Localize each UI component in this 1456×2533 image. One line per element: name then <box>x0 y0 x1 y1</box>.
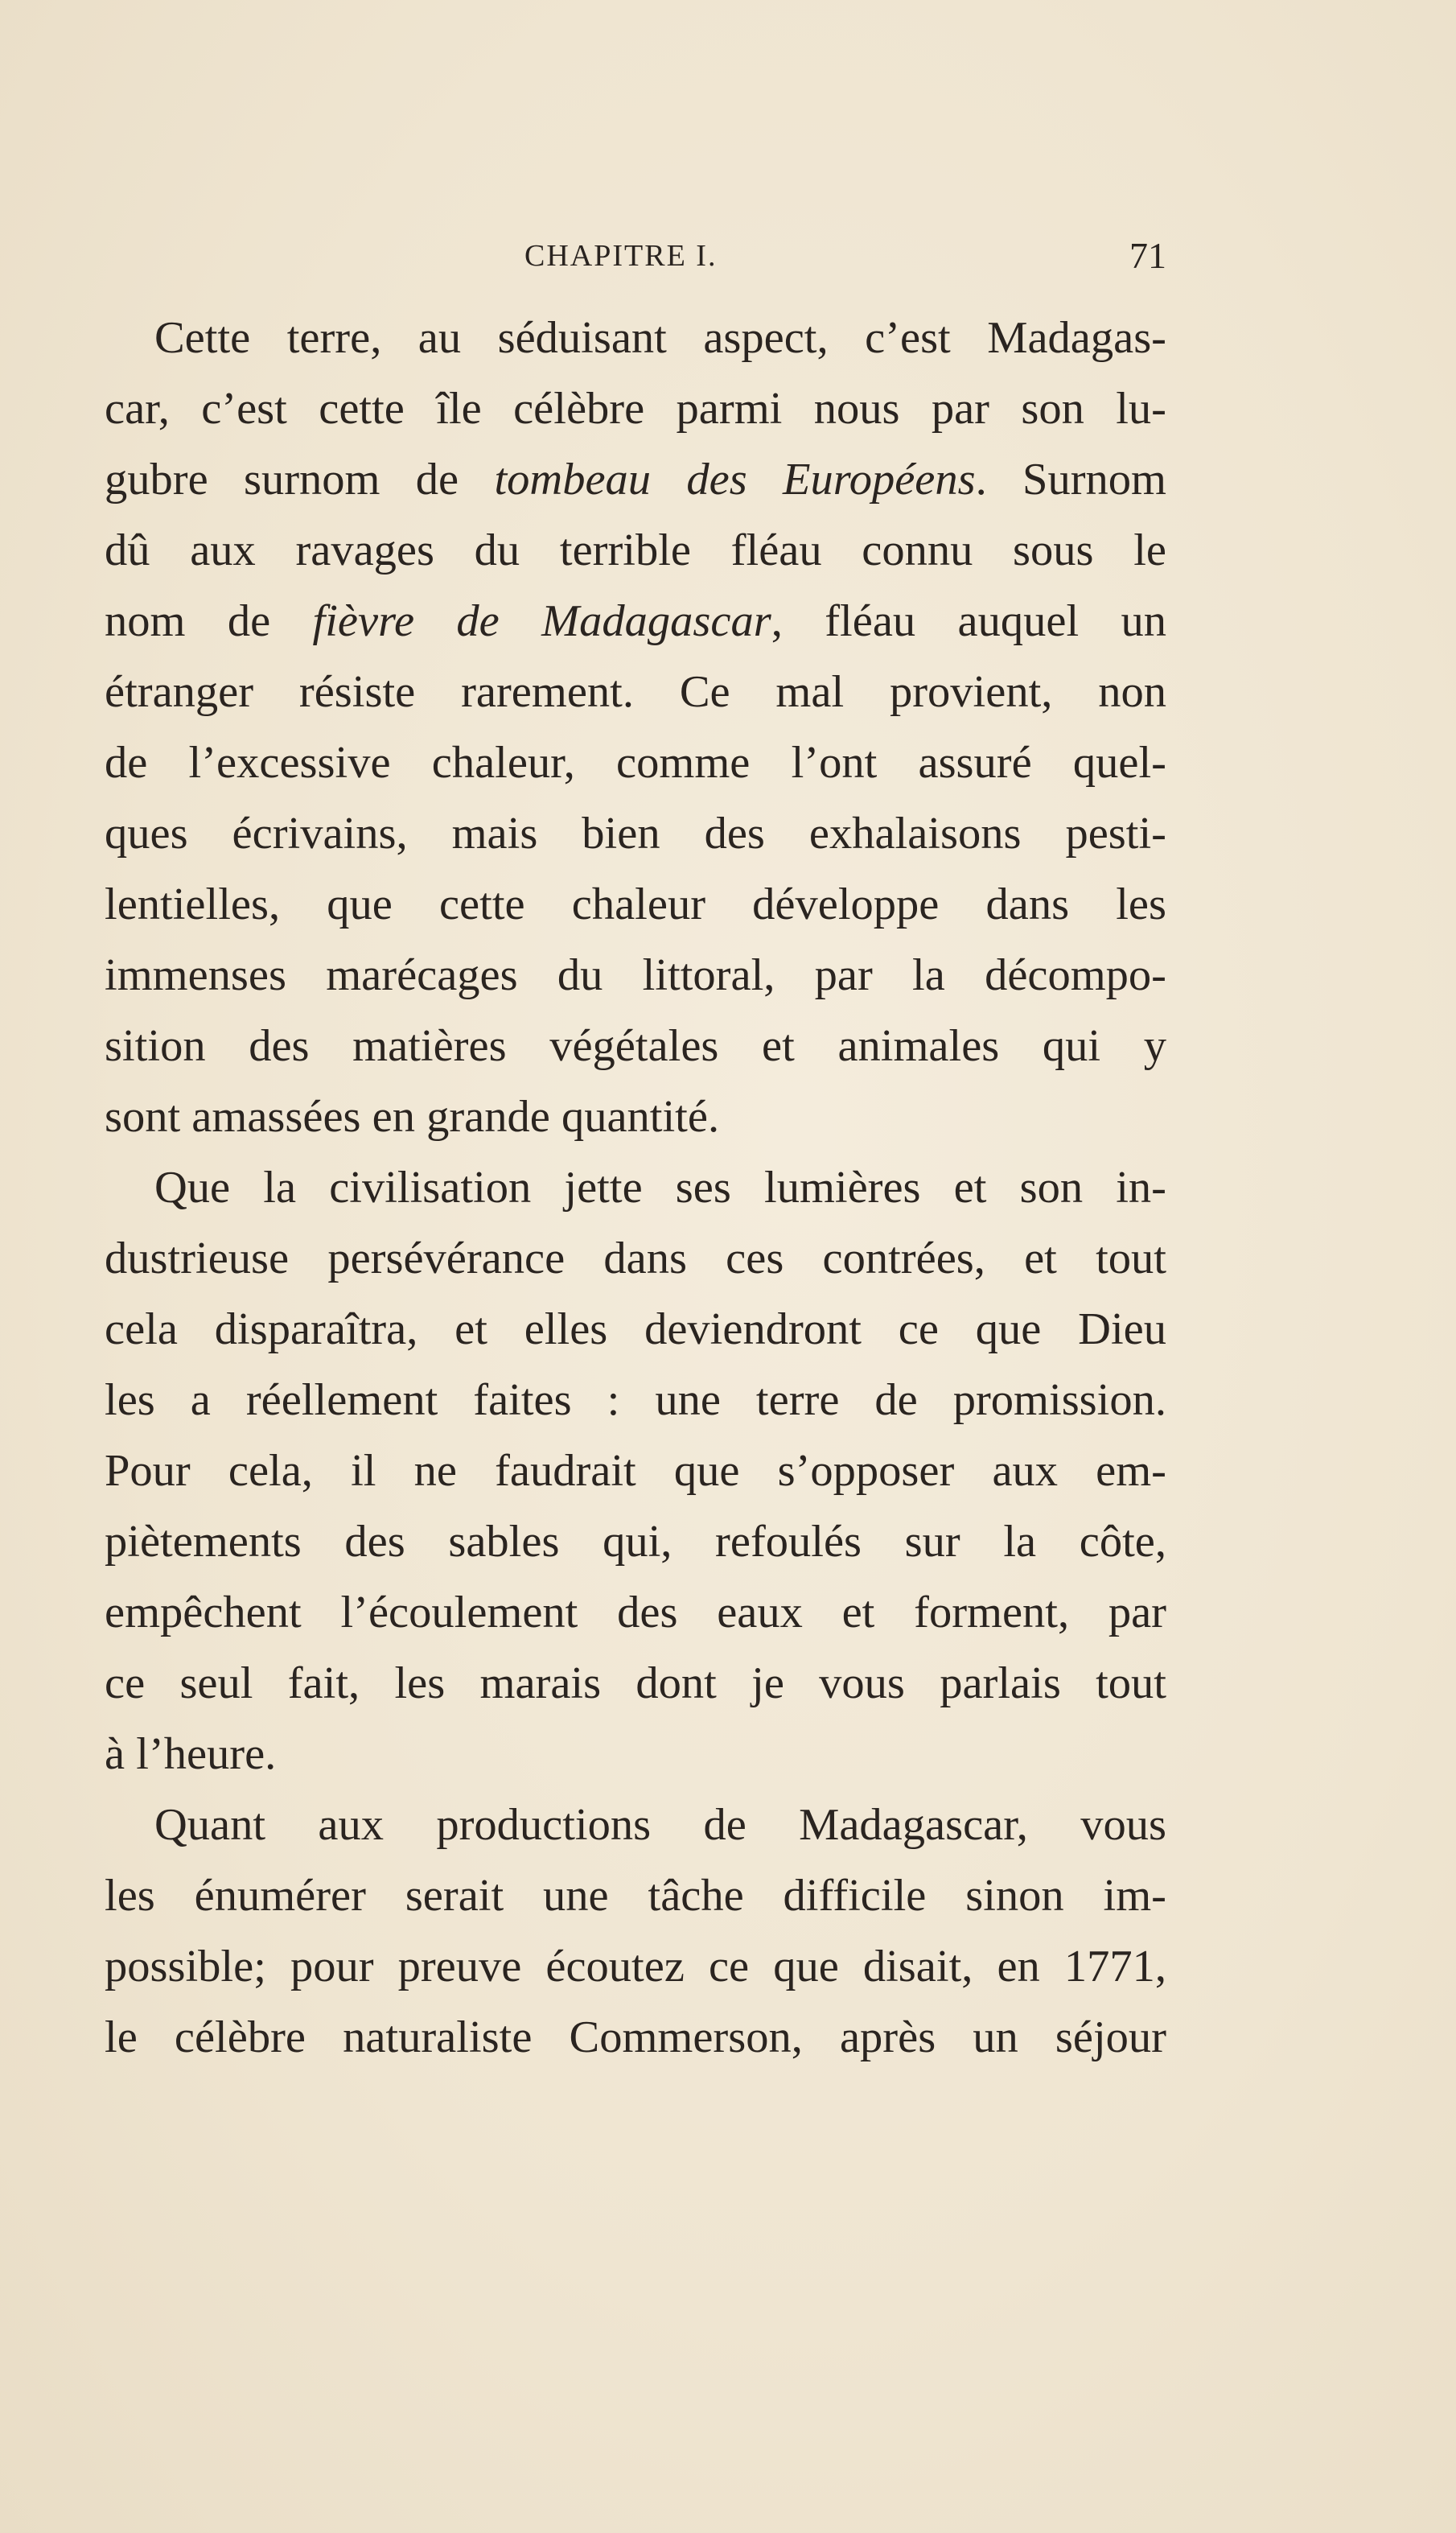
text-line <box>105 515 1166 586</box>
running-header <box>105 232 1166 280</box>
text-line <box>105 940 1166 1011</box>
text-line <box>105 1577 1166 1648</box>
text-line <box>105 1011 1166 1081</box>
text-line <box>105 657 1166 727</box>
text-segment: possible; pour preuve écoutez ce que disait, en 1771, <box>105 1942 1166 1991</box>
italic-text: tombeau des Européens <box>494 455 976 505</box>
body-text <box>105 303 1166 2073</box>
text-line <box>105 1790 1166 1860</box>
text-line <box>105 1860 1166 1931</box>
text-segment: dû aux ravages du terrible fléau connu sous le <box>105 525 1166 575</box>
text-segment: Que la civilisation jette ses lumières et son in- <box>154 1163 1166 1213</box>
text-line <box>105 1365 1166 1435</box>
text-segment: à l’heure. <box>105 1729 277 1779</box>
text-segment: dustrieuse persévérance dans ces contrées, et tout <box>105 1234 1166 1283</box>
text-segment: nom de <box>105 596 313 646</box>
italic-text: fièvre de Madagascar <box>312 596 771 646</box>
text-segment: étranger résiste rarement. Ce mal provient, non <box>105 667 1166 717</box>
text-segment: piètements des sables qui, refoulés sur la côte, <box>105 1517 1166 1567</box>
text-segment: de l’excessive chaleur, comme l’ont assuré quel- <box>105 738 1166 788</box>
text-segment: Pour cela, il ne faudrait que s’opposer aux em- <box>105 1446 1166 1496</box>
text-segment: lentielles, que cette chaleur développe dans les <box>105 879 1166 929</box>
text-line <box>105 1081 1166 1152</box>
paragraph <box>105 1790 1166 2073</box>
text-segment: Quant aux productions de Madagascar, vous <box>154 1800 1166 1850</box>
text-segment: cela disparaîtra, et elles deviendront ce que Dieu <box>105 1304 1166 1354</box>
paragraph <box>105 303 1166 1152</box>
text-segment: Cette terre, au séduisant aspect, c’est Madagas- <box>154 313 1166 363</box>
text-segment: les a réellement faites : une terre de promission. <box>105 1375 1166 1425</box>
text-line <box>105 1648 1166 1719</box>
text-line <box>105 1152 1166 1223</box>
text-segment: le célèbre naturaliste Commerson, après un séjour <box>105 2012 1166 2062</box>
text-line <box>105 2002 1166 2073</box>
running-title: CHAPITRE I. <box>524 239 718 273</box>
text-segment: gubre surnom de <box>105 455 495 505</box>
text-segment: immenses marécages du littoral, par la décompo- <box>105 950 1166 1000</box>
text-segment: sont amassées en grande quantité. <box>105 1092 720 1142</box>
text-line <box>105 1931 1166 2002</box>
text-line <box>105 727 1166 798</box>
text-segment: ques écrivains, mais bien des exhalaisons pesti- <box>105 809 1166 859</box>
text-line <box>105 586 1166 657</box>
text-line <box>105 1223 1166 1294</box>
text-segment: . Surnom <box>975 455 1166 505</box>
text-segment: les énumérer serait une tâche difficile sinon im- <box>105 1871 1166 1921</box>
text-line <box>105 1435 1166 1506</box>
text-line <box>105 798 1166 869</box>
text-line <box>105 444 1166 515</box>
text-line <box>105 869 1166 940</box>
text-line <box>105 1294 1166 1365</box>
text-line <box>105 1719 1166 1790</box>
text-line <box>105 373 1166 444</box>
text-segment: , fléau auquel un <box>771 596 1166 646</box>
page-number: 71 <box>1129 235 1166 276</box>
paragraph <box>105 1152 1166 1790</box>
text-segment: ce seul fait, les marais dont je vous parlais tout <box>105 1658 1166 1708</box>
text-segment: sition des matières végétales et animales qui y <box>105 1021 1166 1071</box>
text-segment: car, c’est cette île célèbre parmi nous par son lu- <box>105 384 1166 434</box>
text-segment: empêchent l’écoulement des eaux et forment, par <box>105 1588 1166 1637</box>
text-line <box>105 1506 1166 1577</box>
text-line <box>105 303 1166 373</box>
